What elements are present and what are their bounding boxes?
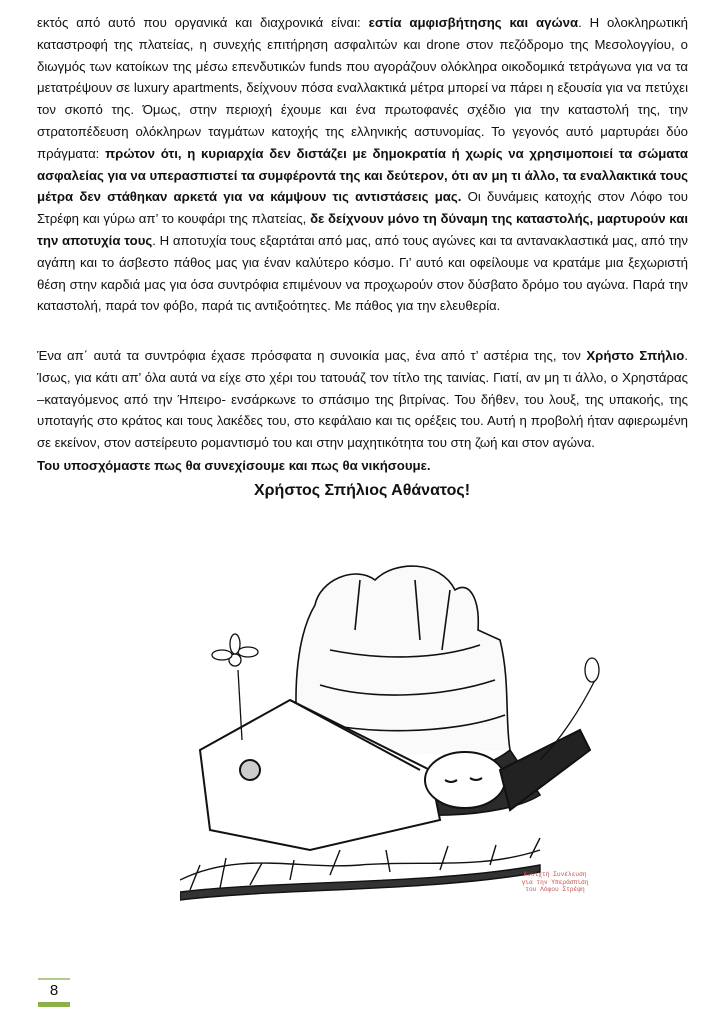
caption-line: για την Υπεράσπιση [521,878,589,886]
page-footer [38,978,70,1007]
caption-line: Ανοιχτή Συνέλευση [523,871,587,878]
ground-drawing [180,838,540,900]
paragraph-1-text: εκτός από αυτό που οργανικά και διαχρονικά είναι: [37,15,369,30]
body-paragraph-2 [37,345,688,454]
illustration-caption [515,871,595,894]
paragraph-1-text: . Η ολοκληρωτική καταστροφή της πλατείας, η συνεχής επιτήρηση ασφαλιτών και drone στον πεζόδρομο της Μεσολογγίου, ο διωγμός των κατοίκων της μέσω επενδυτικών funds που αγοράζουν ολόκληρα οικοδομικά τετράγωνα για να τα μετατρέψουν σε luxury apartments, δείχνουν πόσα εναλλακτικά μέτρα μπορεί να πάρει η εξουσία για να πετύχει τον σκοπό της. Όμως, στην περιοχή έχουμε και ένα πρωτοφανές σχέδιο για την καταστολή της, την στρατοπέδευση ολόκληρων ταγμάτων κατοχής της ελληνικής αστυνομίας. Το γεγονός αυτό μαρτυράει δύο πράγματα: [37,15,688,161]
pledge-line-container [37,455,688,477]
paragraph-2-text: Ένα απ΄ αυτά τα συντρόφια έχασε πρόσφατα η συνοικία μας, ένα από τ’ αστέρια της, τον [37,348,587,363]
memorial-title: Χρήστος Σπήλιος Αθάνατος! [253,482,471,499]
paragraph-1-text: Οι δυνάμεις κατοχής στον Λόφο του Στρέφη και γύρω απ’ το κουφάρι της πλατείας, [37,189,688,227]
paragraph-2-text: . Ίσως, για κάτι απ’ όλα αυτά να είχε στο χέρι του τατουάζ τον τίτλο της ταινίας. Γιατί, αν μη τι άλλο, ο Χρηστάρας –καταγόμενος από την Ήπειρο- ενσάρκωνε το σπάσιμο της βιτρίνας. Του δήθεν, του λουξ, της υπακοής, της υποταγής στο κράτος και τους λακέδες του, στο κεφάλαιο και τις ορέξεις του. Αυτή η προβολή ήταν αφιερωμένη σε εκείνον, στον αστείρευτο ρομαντισμό του και στην μαχητικότητα του στη ζωή και στον αγώνα. [37,348,688,451]
paragraph-1-bold: δε δείχνουν μόνο τη δύναμη της καταστολής, μαρτυρούν και την αποτυχία τους [37,211,688,248]
page-number: 8 [49,982,59,999]
pledge-line: Του υποσχόμαστε πως θα συνεχίσουμε και πως θα νικήσουμε. [37,458,431,473]
paragraph-1-bold: πρώτον ότι, η κυριαρχία δεν διστάζει με δημοκρατία ή χωρίς να χρησιμοποιεί τα σώματα ασφαλείας για να υπερασπιστεί τα συμφέροντά της και δεύτερον, ότι αν μη τι άλλο, τα εναλλακτικά τους μέτρα δεν στάθηκαν αρκετά για να κάμψουν τις αντιστάσεις μας. [37,145,689,205]
caption-line: του Λόφου Στρέφη [525,886,585,893]
paragraph-1-text: . Η αποτυχία τους εξαρτάται από μας, από τους αγώνες και τα αντανακλαστικά μας, από την αγάπη και το άσβεστο πάθος μας για έναν καλύτερο κόσμο. Γι’ αυτό και οφείλουμε να κρατάμε μια ξεχωριστή θέση στην καρδιά μας για όσα συντρόφια επιμένουν να προχωρούν στον δύσβατο δρόμο του αγώνα. Παρά την καταστολή, παρά τον φόβο, παρά τις αντιξοότητες. Με πάθος για την ελευθερία. [37,232,688,314]
paragraph-2-bold: Χρήστο Σπήλιο [586,348,685,363]
paragraph-1-bold: εστία αμφισβήτησης και αγώνα [368,15,579,30]
footer-divider-bottom [38,1002,70,1007]
illustration [180,520,600,910]
body-paragraph-1 [37,12,688,317]
